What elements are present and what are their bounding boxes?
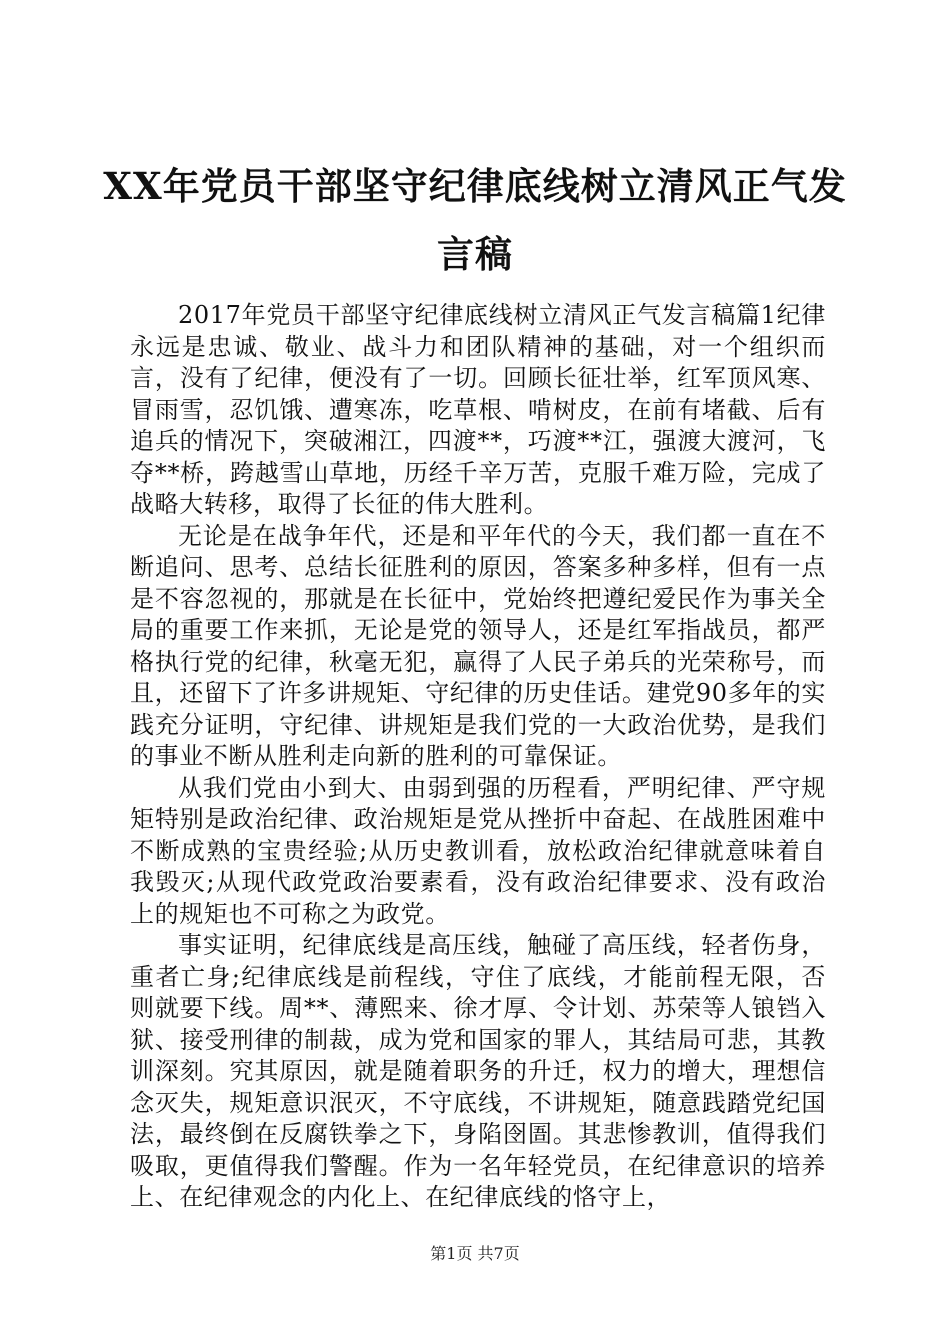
document-body <box>130 300 826 1214</box>
paragraph-3: 从我们党由小到大、由弱到强的历程看，严明纪律、严守规矩特别是政治纪律、政治规矩是党从挫折中奋起、在战胜困难中不断成熟的宝贵经验;从历史教训看，放松政治纪律就意味着自我毁灭;从现代政党政治要素看，没有政治纪律要求、没有政治上的规矩也不可称之为政党。 <box>130 773 826 928</box>
paragraph-1: 2017年党员干部坚守纪律底线树立清风正气发言稿篇1纪律永远是忠诚、敬业、战斗力和团队精神的基础，对一个组织而言，没有了纪律，便没有了一切。回顾长征壮举，红军顶风寒、冒雨雪，忍饥饿、遭寒冻，吃草根、啃树皮，在前有堵截、后有追兵的情况下，突破湘江，四渡**，巧渡**江，强渡大渡河，飞夺**桥，跨越雪山草地，历经千辛万苦，克服千难万险，完成了战略大转移，取得了长征的伟大胜利。 <box>130 301 826 518</box>
paragraph-2: 无论是在战争年代，还是和平年代的今天，我们都一直在不断追问、思考、总结长征胜利的原因，答案多种多样，但有一点是不容忽视的，那就是在长征中，党始终把遵纪爱民作为事关全局的重要工作来抓，无论是党的领导人，还是红军指战员，都严格执行党的纪律，秋毫无犯，赢得了人民子弟兵的光荣称号，而且，还留下了许多讲规矩、守纪律的历史佳话。建党90多年的实践充分证明，守纪律、讲规矩是我们党的一大政治优势，是我们的事业不断从胜利走向新的胜利的可靠保证。 <box>130 521 826 770</box>
page-footer: 第1页 共7页 <box>430 1244 520 1263</box>
paragraph-4: 事实证明，纪律底线是高压线，触碰了高压线，轻者伤身，重者亡身;纪律底线是前程线，守住了底线，才能前程无限，否则就要下线。周**、薄熙来、徐才厚、令计划、苏荣等人锒铛入狱、接受刑律的制裁，成为党和国家的罪人，其结局可悲，其教训深刻。究其原因，就是随着职务的升迁，权力的增大，理想信念灭失，规矩意识泯灭，不守底线，不讲规矩，随意践踏党纪国法，最终倒在反腐铁拳之下，身陷囹圄。其悲惨教训，值得我们吸取，更值得我们警醒。作为一名年轻党员，在纪律意识的培养上、在纪律观念的内化上、在纪律底线的恪守上， <box>130 931 826 1211</box>
document-title: XX年党员干部坚守纪律底线树立清风正气发言稿 <box>103 164 847 276</box>
